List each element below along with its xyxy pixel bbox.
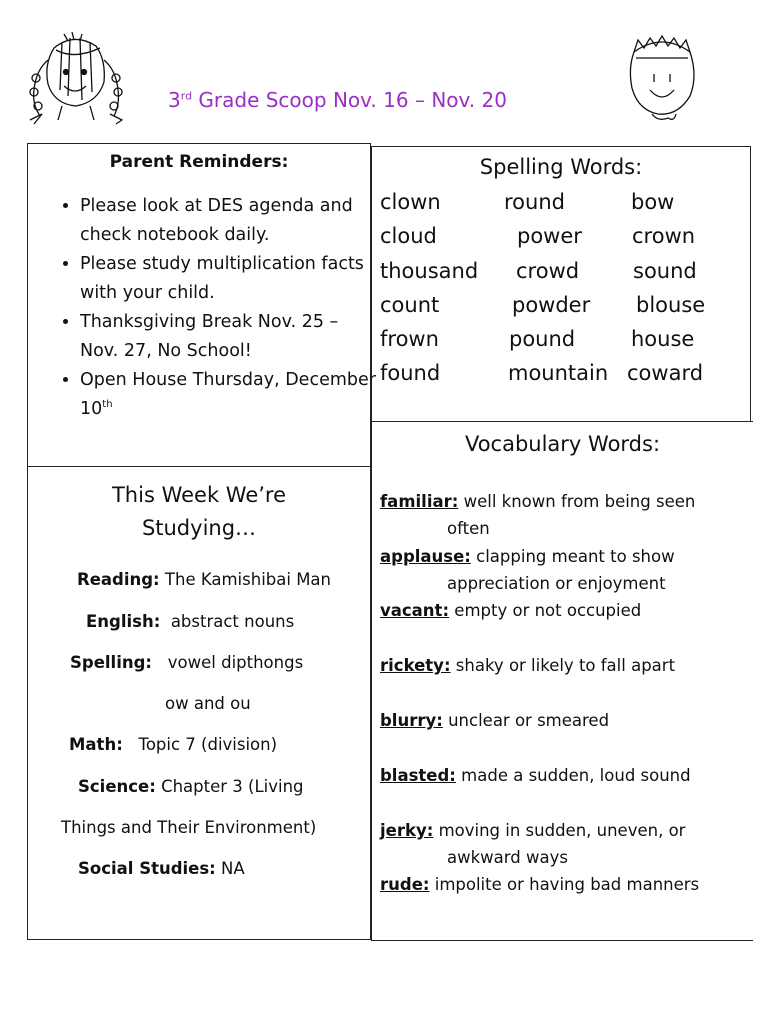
reading-row: Reading: The Kamishibai Man	[77, 570, 331, 589]
boy-face-clipart	[622, 30, 702, 125]
vocab-entry: blurry: unclear or smeared	[380, 711, 610, 730]
spelling-word: mountain	[508, 361, 609, 385]
spelling-word: cloud	[380, 224, 437, 248]
reminders-list	[58, 192, 380, 424]
studying-panel	[27, 466, 371, 940]
social-studies-row: Social Studies: NA	[78, 859, 245, 878]
vocab-entry: jerky: moving in sudden, uneven, or	[380, 821, 686, 840]
spelling-word: power	[517, 224, 582, 248]
spelling-word: blouse	[636, 293, 706, 317]
spelling-words-panel	[371, 146, 751, 422]
english-row: English: abstract nouns	[86, 612, 295, 631]
vocabulary-words-panel	[371, 421, 753, 941]
spelling-word: frown	[380, 327, 439, 351]
spelling-word: found	[380, 361, 441, 385]
vocab-entry: familiar: well known from being seen	[380, 492, 696, 511]
reminder-item: • Open House Thursday, December 10th	[80, 366, 380, 424]
vocab-entry-cont: often	[447, 519, 490, 538]
spelling-word: house	[631, 327, 695, 351]
reminder-item: • Please study multiplication facts with your child.	[80, 250, 380, 308]
parent-reminders-panel	[27, 143, 376, 467]
vocab-entry: rude: impolite or having bad manners	[380, 875, 700, 894]
vocab-entry: rickety: shaky or likely to fall apart	[380, 656, 676, 675]
parent-reminders-heading: Parent Reminders:	[109, 152, 289, 172]
spelling-words-heading: Spelling Words:	[479, 155, 643, 179]
spelling-word: powder	[512, 293, 591, 317]
spelling-word: clown	[380, 190, 441, 214]
spelling-row: Spelling: vowel dipthongs	[70, 653, 304, 672]
studying-heading: This Week We’re Studying…	[111, 483, 287, 540]
math-row: Math: Topic 7 (division)	[69, 735, 278, 754]
spelling-word: crowd	[516, 259, 580, 283]
spelling-word: thousand	[380, 259, 479, 283]
reminder-item: • Thanksgiving Break Nov. 25 – Nov. 27, No School!	[80, 308, 380, 366]
spelling-word: pound	[509, 327, 576, 351]
vocab-entry: vacant: empty or not occupied	[380, 601, 642, 620]
vocabulary-words-heading: Vocabulary Words:	[464, 432, 661, 456]
spelling-word: count	[380, 293, 440, 317]
vocab-entry-cont: awkward ways	[447, 848, 568, 867]
spelling-word: coward	[627, 361, 704, 385]
vocab-entry-cont: appreciation or enjoyment	[447, 574, 666, 593]
girl-face-clipart	[22, 30, 130, 125]
science-row: Science: Chapter 3 (Living	[78, 777, 304, 796]
spelling-word: sound	[633, 259, 697, 283]
reminder-item: • Please look at DES agenda and check notebook daily.	[80, 192, 380, 250]
spelling-word: crown	[632, 224, 696, 248]
science-row-cont: Things and Their Environment)	[61, 818, 317, 837]
spelling-word: round	[504, 190, 565, 214]
vocab-entry: blasted: made a sudden, loud sound	[380, 766, 691, 785]
vocab-entry: applause: clapping meant to show	[380, 547, 675, 566]
spelling-word: bow	[631, 190, 675, 214]
spelling-row-cont: ow and ou	[165, 694, 251, 713]
newsletter-title: 3rd Grade Scoop Nov. 16 – Nov. 20	[168, 88, 507, 112]
